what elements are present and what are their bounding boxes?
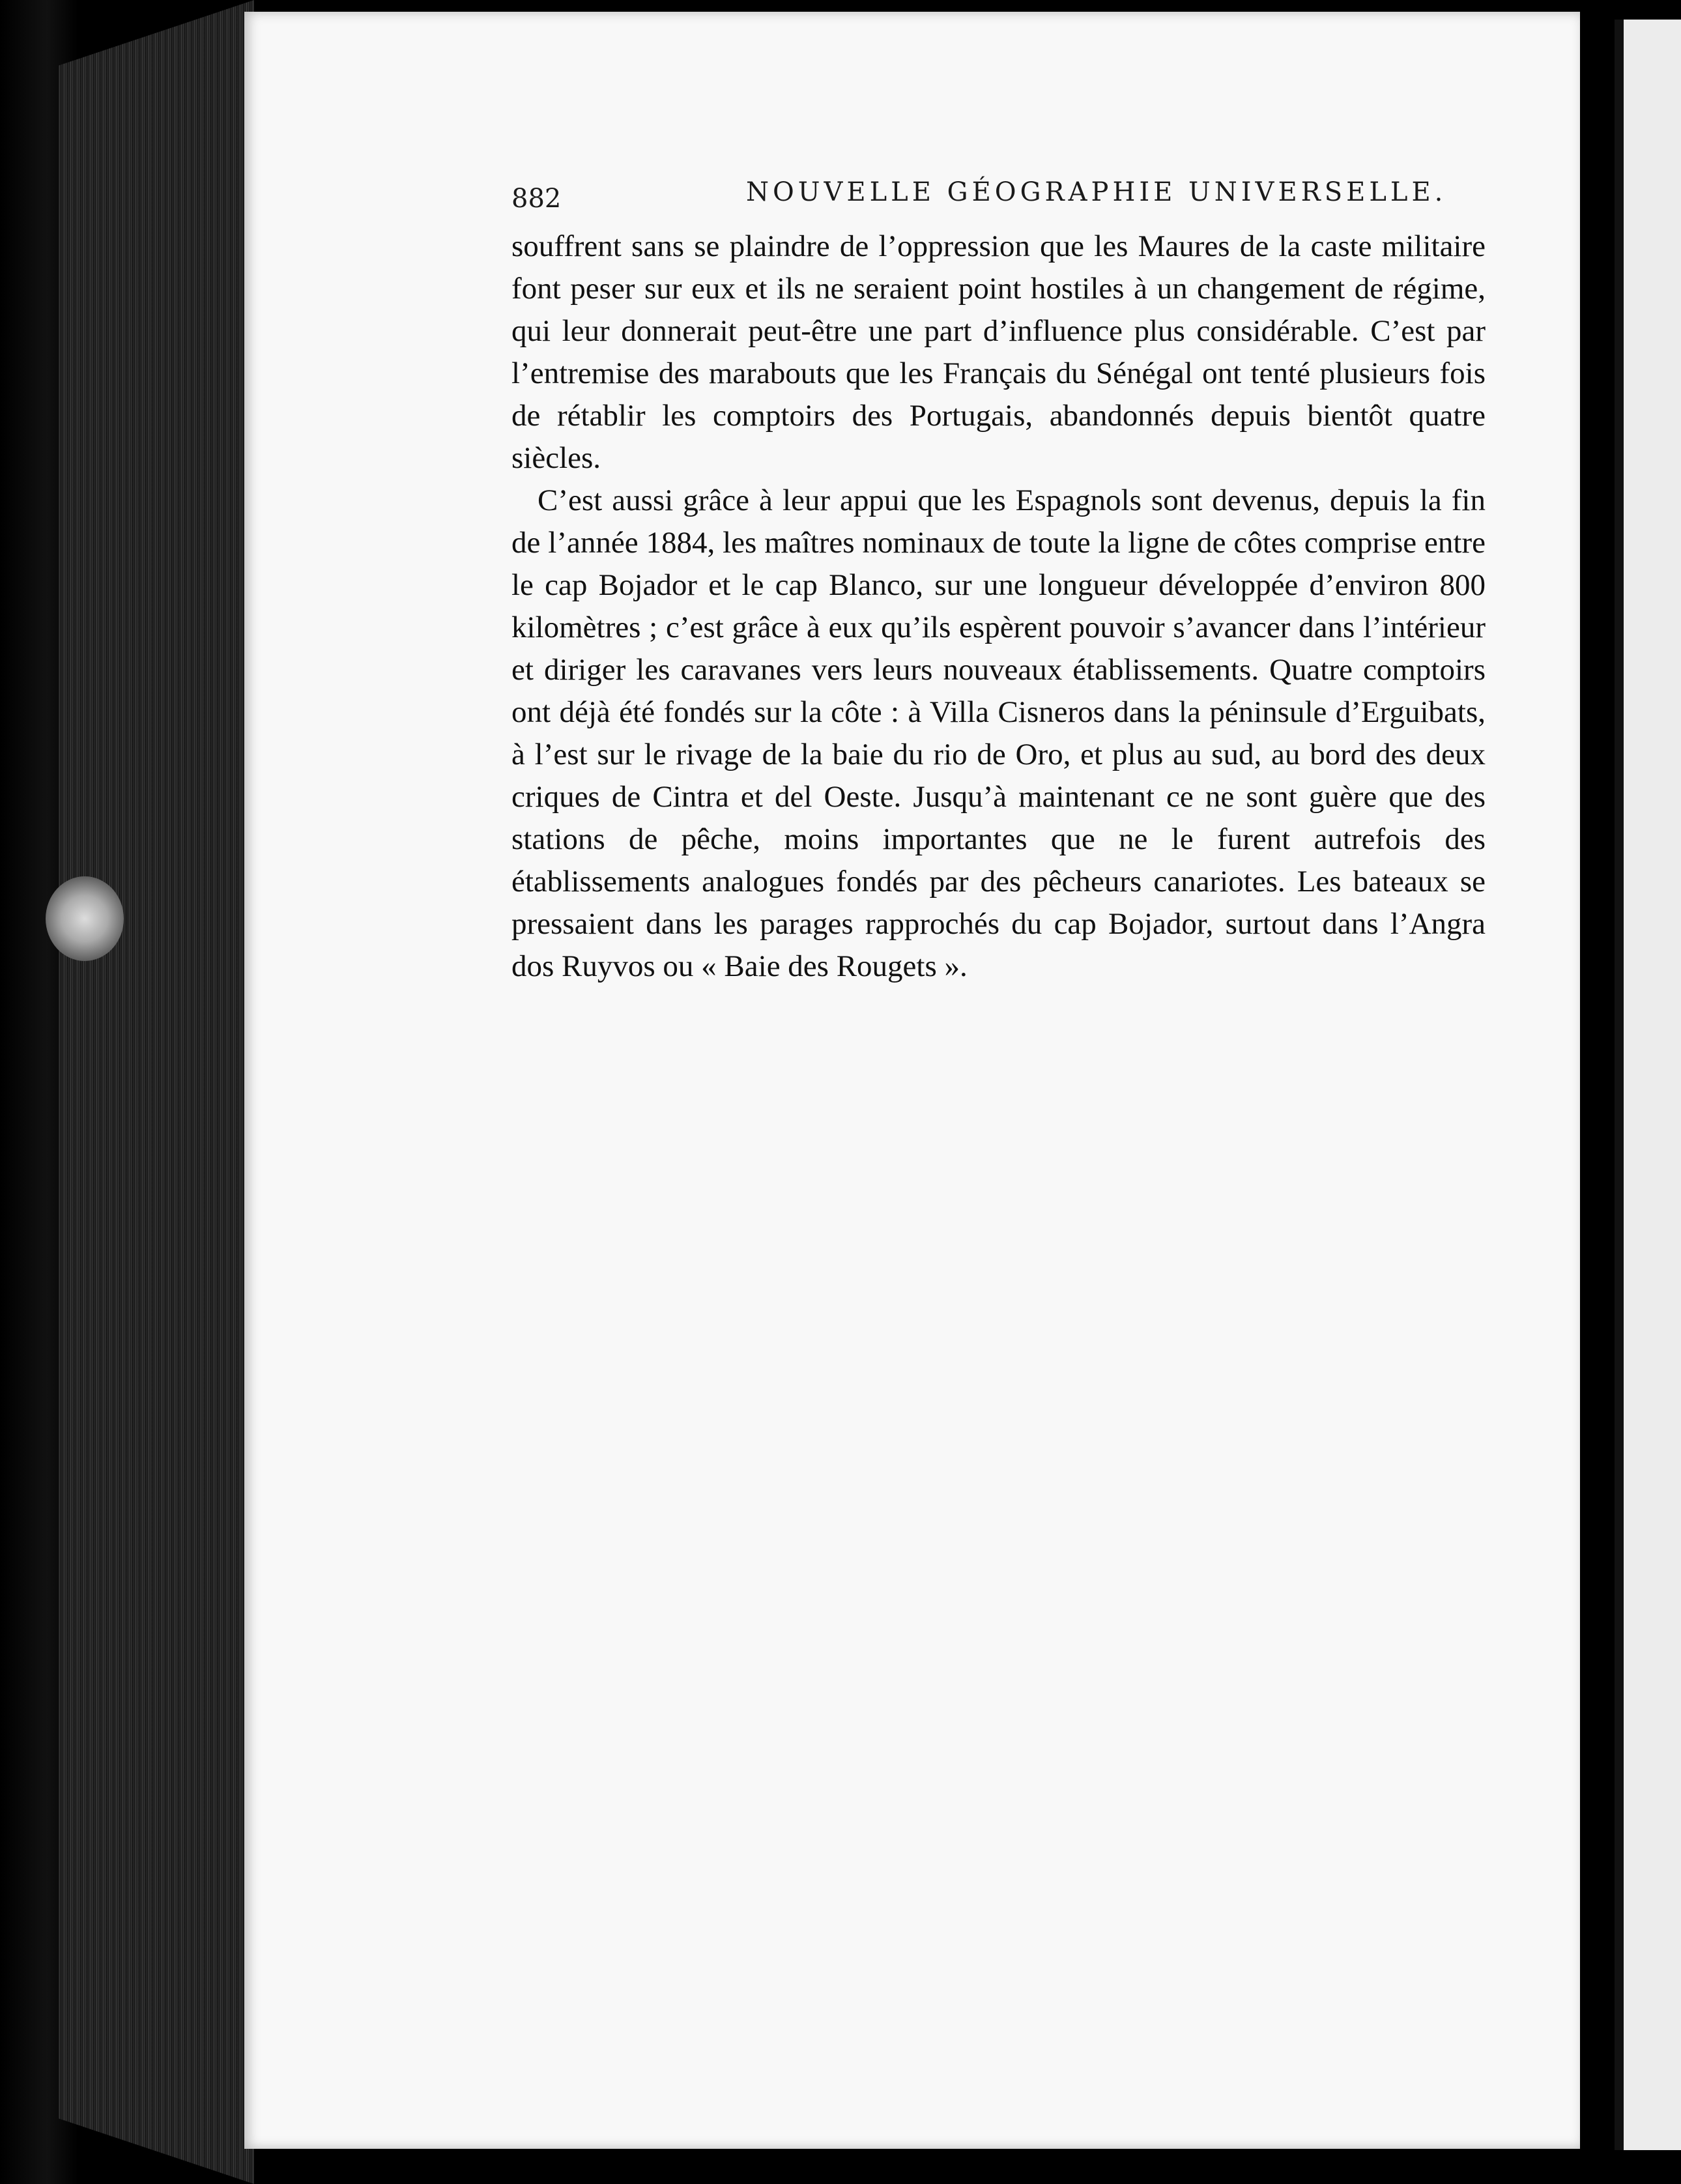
paragraph-2: C’est aussi grâce à leur appui que les Espagnols sont devenus, depuis la fin de l’année 1884, les maîtres nominaux de toute la ligne de côtes comprise entre le cap Bojador et le cap Blanco, sur une longueur développée d’environ 800 kilomètres ; c’est grâce à eux qu’ils espèrent pouvoir s’avancer dans l’intérieur et diriger les caravanes vers leurs nouveaux établissements. Quatre comptoirs ont déjà été fondés sur la côte : à Villa Cisneros dans la péninsule d’Erguibats, à l’est sur le rivage de la baie du rio de Oro, et plus au sud, au bord des deux criques de Cintra et del Oeste. Jusqu’à maintenant ce ne sont guère que des stations de pêche, moins importantes que ne le furent autrefois des établissements analogues fondés par des pêcheurs canariotes. Les bateaux se pressaient dans les parages rapprochés du cap Bojador, surtout dans l’Angra dos Ruyvos ou « Baie des Rougets ». [511, 483, 1486, 983]
edge-blemish [46, 876, 124, 961]
page-header [511, 171, 1489, 223]
running-title: NOUVELLE GÉOGRAPHIE UNIVERSELLE. [746, 177, 1447, 207]
stacked-page-edges [59, 0, 254, 2184]
page-number: 882 [511, 184, 562, 214]
facing-page-fragment [1615, 20, 1681, 2150]
body-text [511, 225, 1486, 988]
paragraph-1: souffrent sans se plaindre de l’oppression que les Maures de la caste militaire font peser sur eux et ils ne seraient point hostiles à un changement de régime, qui leur donnerait peut-être une part d’influence plus considérable. C’est par l’entremise des marabouts que les Français du Sénégal ont tenté plusieurs fois de rétablir les comptoirs des Portugais, abandonnés depuis bientôt quatre siècles. [511, 229, 1486, 475]
